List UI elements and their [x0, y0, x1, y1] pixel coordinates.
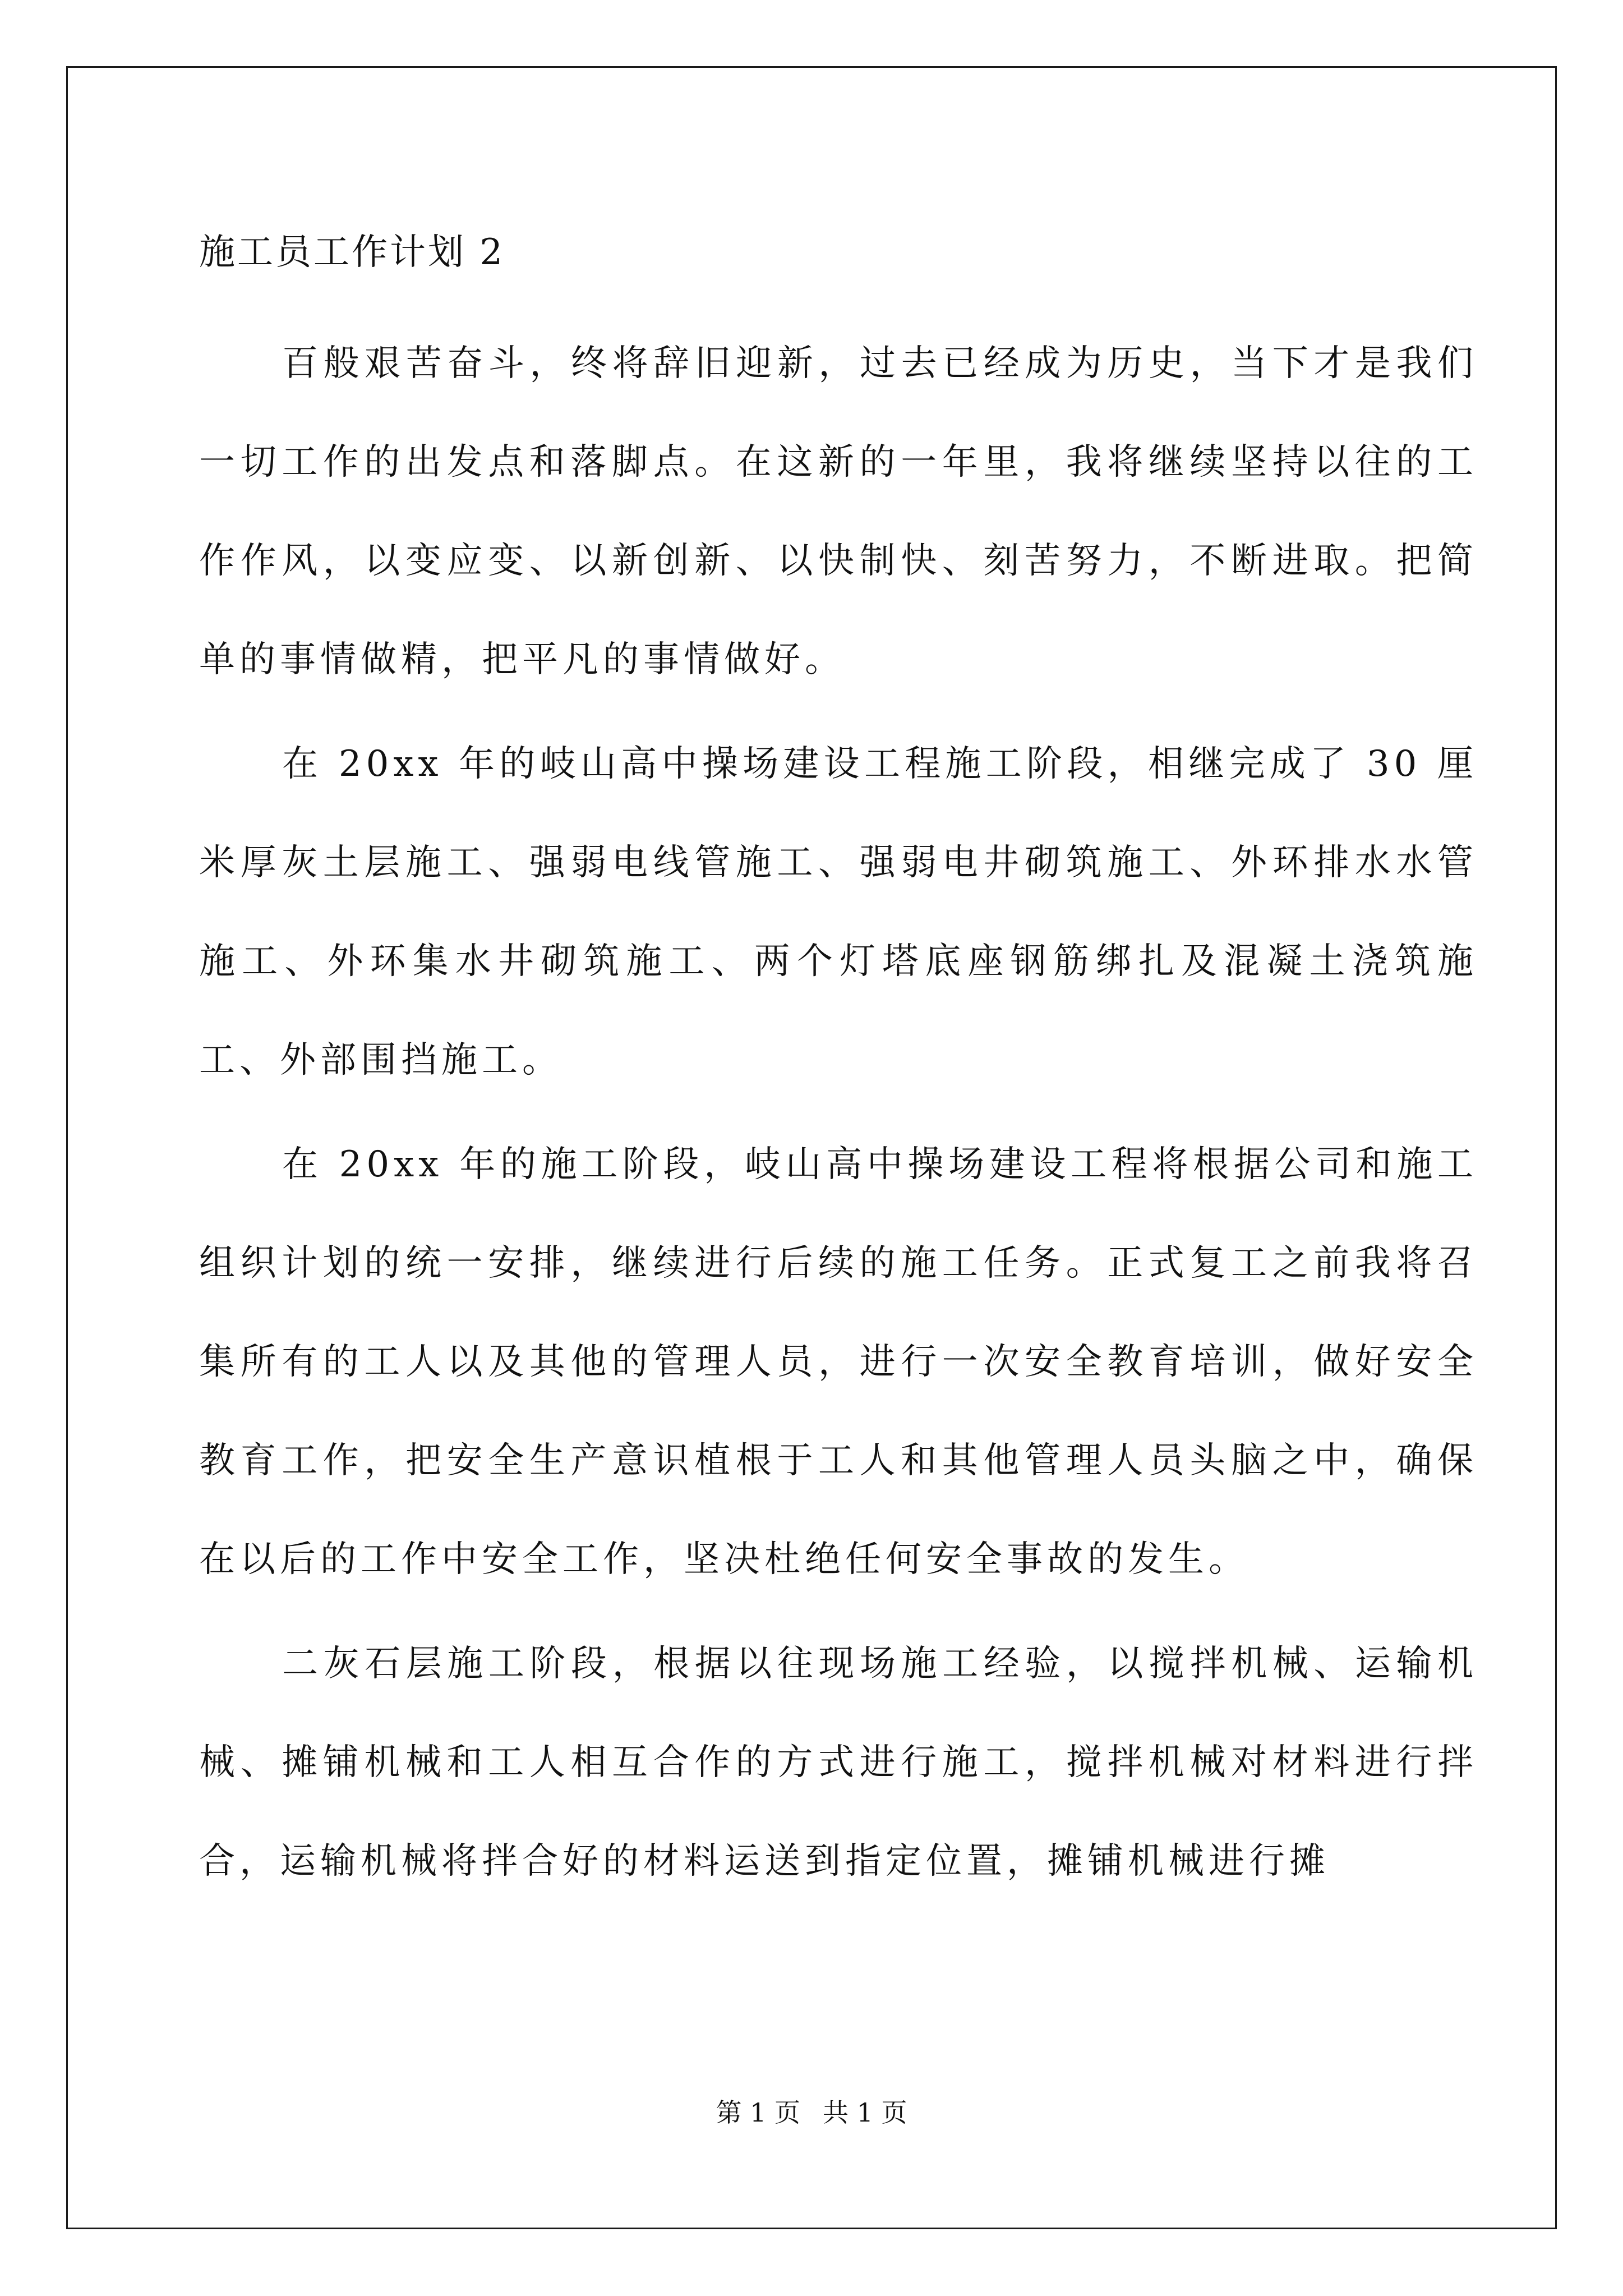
page-footer: [0, 2096, 1623, 2129]
document-title: 施工员工作计划 2: [199, 232, 505, 273]
paragraph-3: 在 20xx 年的施工阶段，岐山高中操场建设工程将根据公司和施工组织计划的统一安排，继续进行后续的施工任务。正式复工之前我将召集所有的工人以及其他的管理人员，进行一次安全教育培训，做好安全教育工作，把安全生产意识植根于工人和其他管理人员头脑之中，确保在以后的工作中安全工作，坚决杜绝任何安全事故的发生。: [199, 1144, 1478, 1580]
page-total-label: 共 1 页: [823, 2097, 907, 2128]
paragraph-1: 百般艰苦奋斗，终将辞旧迎新，过去已经成为历史，当下才是我们一切工作的出发点和落脚点。在这新的一年里，我将继续坚持以往的工作作风，以变应变、以新创新、以快制快、刻苦努力，不断进取。把简单的事情做精，把平凡的事情做好。: [199, 343, 1478, 680]
document-body: [199, 314, 1478, 1916]
page-number-label: 第 1 页: [716, 2097, 800, 2128]
paragraph-2: 在 20xx 年的岐山高中操场建设工程施工阶段，相继完成了 30 厘米厚灰土层施工、强弱电线管施工、强弱电井砌筑施工、外环排水水管施工、外环集水井砌筑施工、两个灯塔底座钢筋绑扎及混凝土浇筑施工、外部围挡施工。: [199, 743, 1478, 1081]
paragraph-4: 二灰石层施工阶段，根据以往现场施工经验，以搅拌机械、运输机械、摊铺机械和工人相互合作的方式进行施工，搅拌机械对材料进行拌合，运输机械将拌合好的材料运送到指定位置，摊铺机械进行摊: [199, 1643, 1478, 1882]
